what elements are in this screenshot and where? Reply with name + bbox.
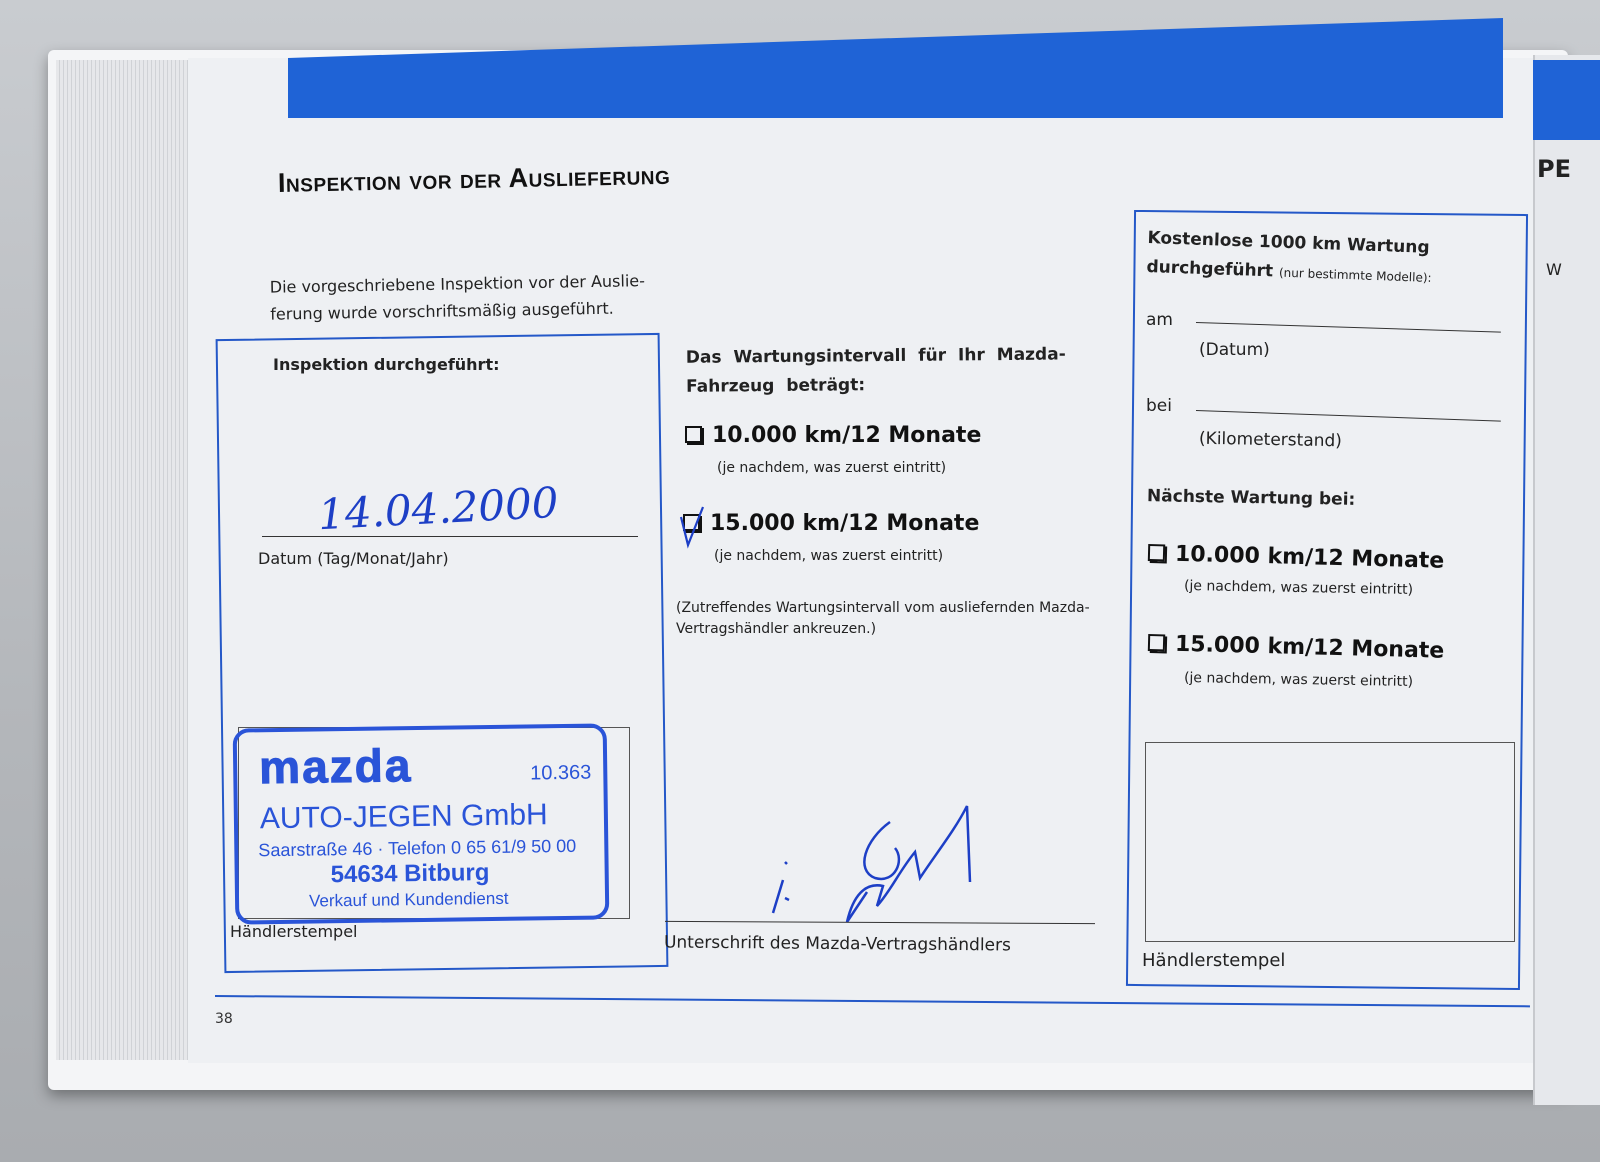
stamp-street: Saarstraße 46 · Telefon 0 65 61/9 50 00 (258, 835, 577, 861)
option-10000-note: (je nachdem, was zuerst eintritt) (717, 460, 947, 476)
next-option-10000-note: (je nachdem, was zuerst eintritt) (1183, 578, 1414, 598)
right-page-line-fragment: W (1546, 260, 1562, 279)
signature-label: Unterschrift des Mazda-Vertragshändlers (663, 932, 1011, 956)
free-service-heading-note: (nur bestimmte Modelle): (1278, 265, 1432, 285)
page-edges (56, 60, 191, 1060)
am-label: am (1146, 310, 1173, 330)
checkbox-10000[interactable] (685, 426, 702, 443)
stamp-label-left: Händlerstempel (230, 922, 358, 941)
next-checkbox-15000[interactable] (1148, 634, 1165, 651)
stamp-number: 10.363 (529, 761, 592, 785)
right-stamp-box (1145, 742, 1515, 942)
stamp-service: Verkauf und Kundendienst (308, 888, 509, 911)
datum-label: (Datum) (1199, 340, 1270, 360)
bei-label: bei (1146, 396, 1172, 416)
date-line (262, 536, 638, 537)
option-15000-label: 15.000 km/12 Monate (710, 511, 980, 536)
mazda-logo: mazda (258, 739, 413, 794)
checkmark-15000 (677, 505, 707, 551)
stamp-city: 54634 Bitburg (330, 859, 490, 889)
intro-text: Die vorgeschriebene Inspektion vor der Auslie-ferung wurde vorschriftsmäßig ausgeführt. (269, 271, 646, 324)
page-number: 38 (215, 1011, 233, 1027)
page-title: Inspektion vor der Auslieferung (277, 159, 671, 198)
right-page-band (1533, 60, 1600, 140)
next-option-15000-note: (je nachdem, was zuerst eintritt) (1183, 670, 1414, 690)
inspection-heading: Inspektion durchgeführt: (273, 355, 500, 374)
dealer-stamp (233, 723, 610, 924)
handwritten-date: 14.04.2000 (316, 477, 560, 540)
next-option-10000-label: 10.000 km/12 Monate (1174, 541, 1445, 574)
dealer-signature (755, 800, 1005, 930)
next-option-15000-label: 15.000 km/12 Monate (1174, 631, 1445, 664)
km-label: (Kilometerstand) (1198, 428, 1343, 452)
right-page-edge (1533, 55, 1600, 1105)
free-service-heading (1146, 224, 1478, 294)
stamp-company: AUTO-JEGEN GmbH (259, 798, 548, 836)
free-service-heading-text: Kostenlose 1000 km Wartung durchgeführt (1146, 228, 1430, 282)
interval-option-10000[interactable] (685, 423, 981, 448)
right-page-title-fragment: PE (1537, 155, 1571, 183)
date-label: Datum (Tag/Monat/Jahr) (258, 549, 449, 568)
option-15000-note: (je nachdem, was zuerst eintritt) (714, 548, 944, 564)
next-service-heading: Nächste Wartung bei: (1146, 486, 1356, 510)
stamp-label-right: Händlerstempel (1142, 950, 1286, 971)
interval-note: (Zutreffendes Wartungsintervall vom ausliefernden Mazda-Vertragshändler ankreuzen.) (676, 600, 1090, 637)
option-10000-label: 10.000 km/12 Monate (712, 423, 982, 448)
interval-option-15000[interactable] (683, 511, 979, 536)
next-checkbox-10000[interactable] (1148, 544, 1165, 561)
interval-heading: Das Wartungsintervall für Ihr Mazda-Fahrzeug beträgt: (685, 344, 1066, 397)
